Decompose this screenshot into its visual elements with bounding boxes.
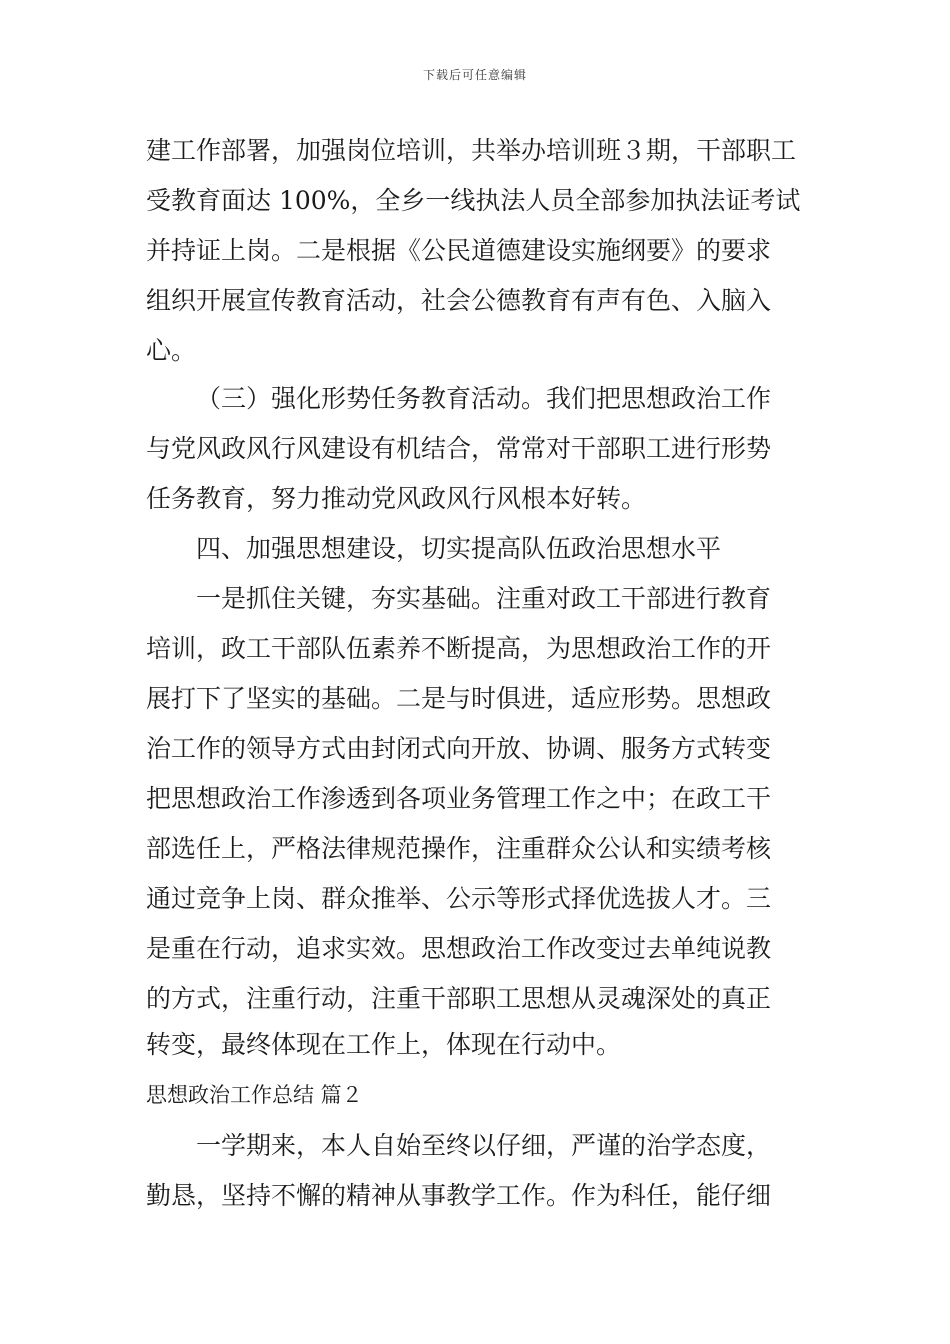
- paragraph-line: 建工作部署，加强岗位培训，共举办培训班３期，干部职工: [146, 136, 797, 165]
- paragraph-line: 组织开展宣传教育活动，社会公德教育有声有色、入脑入: [146, 286, 772, 315]
- paragraph-line: 转变，最终体现在工作上，体现在行动中。: [146, 1030, 622, 1059]
- paragraph-line: 心。: [146, 336, 197, 365]
- section-heading: 四、加强思想建设，切实提高队伍政治思想水平: [196, 534, 722, 563]
- paragraph-line: 并持证上岗。二是根据《公民道德建设实施纲要》的要求: [146, 236, 772, 265]
- paragraph-line: 培训，政工干部队伍素养不断提高，为思想政治工作的开: [146, 634, 772, 663]
- paragraph-line: 把思想政治工作渗透到各项业务管理工作之中；在政工干: [146, 784, 772, 813]
- paragraph-line: 是重在行动，追求实效。思想政治工作改变过去单纯说教: [146, 934, 772, 963]
- paragraph-line: 治工作的领导方式由封闭式向开放、协调、服务方式转变: [146, 734, 772, 763]
- paragraph-line: （三）强化形势任务教育活动。我们把思想政治工作: [196, 384, 772, 413]
- paragraph-line: 一是抓住关键，夯实基础。注重对政工干部进行教育: [196, 584, 772, 613]
- paragraph-line: 任务教育，努力推动党风政风行风根本好转。: [146, 484, 647, 513]
- paragraph-line: 与党风政风行风建设有机结合，常常对干部职工进行形势: [146, 434, 772, 463]
- paragraph-line: 通过竞争上岗、群众推举、公示等形式择优选拔人才。三: [146, 884, 772, 913]
- section-title: 思想政治工作总结 篇２: [146, 1083, 363, 1107]
- paragraph-line: 的方式，注重行动，注重干部职工思想从灵魂深处的真正: [146, 984, 772, 1013]
- paragraph-line: 受教育面达 100%，全乡一线执法人员全部参加执法证考试: [146, 186, 801, 215]
- paragraph-line: 部选任上，严格法律规范操作，注重群众公认和实绩考核: [146, 834, 772, 863]
- page-header: 下载后可任意编辑: [422, 68, 527, 82]
- paragraph-line: 勤恳，坚持不懈的精神从事教学工作。作为科任，能仔细: [146, 1181, 772, 1210]
- paragraph-line: 一学期来，本人自始至终以仔细，严谨的治学态度，: [196, 1131, 772, 1160]
- paragraph-line: 展打下了坚实的基础。二是与时俱进，适应形势。思想政: [146, 684, 772, 713]
